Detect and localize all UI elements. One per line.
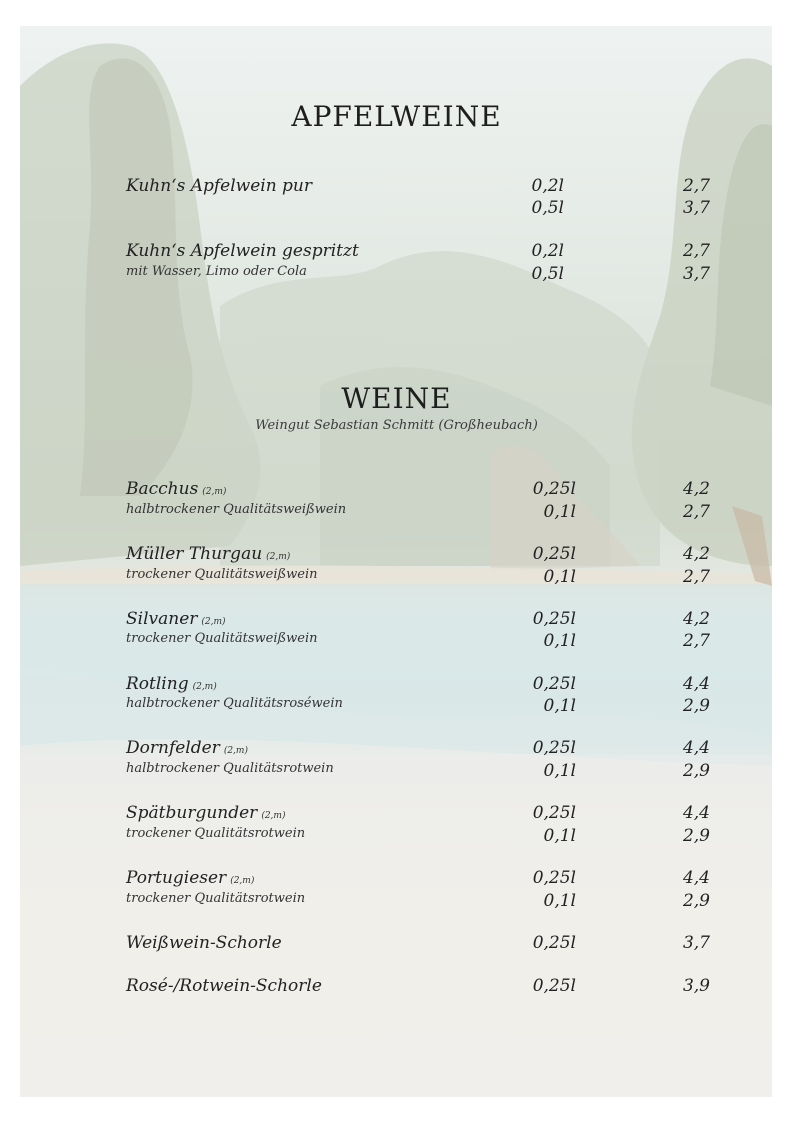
item-description: halbtrockener Qualitätsroséwein <box>126 696 343 711</box>
menu-item-row <box>126 241 716 265</box>
menu-item-row <box>126 544 716 568</box>
item-price: 4,2 <box>682 609 710 629</box>
item-description: halbtrockener Qualitätsrotwein <box>126 761 334 776</box>
item-name <box>126 674 217 694</box>
item-name <box>126 479 226 499</box>
item-name <box>126 738 248 758</box>
item-tag: (2,m) <box>223 746 248 756</box>
menu-item-row <box>126 696 716 720</box>
item-tag: (2,m) <box>266 552 291 562</box>
item-volume: 0,1l <box>543 761 576 781</box>
item-volume: 0,5l <box>531 264 564 284</box>
menu-item-row <box>126 198 716 222</box>
item-description: trockener Qualitätsweißwein <box>126 567 318 582</box>
item-description: trockener Qualitätsweißwein <box>126 631 318 646</box>
menu-item-row <box>126 631 716 655</box>
item-price: 2,7 <box>682 241 710 261</box>
item-volume: 0,2l <box>531 176 564 196</box>
item-name-text: Spätburgunder <box>126 803 258 823</box>
item-tag: (2,m) <box>202 487 227 497</box>
item-volume: 0,25l <box>532 738 576 758</box>
item-name-text: Bacchus <box>126 479 199 499</box>
weine-subtitle: Weingut Sebastian Schmitt (Großheubach) <box>255 418 538 433</box>
item-volume: 0,1l <box>543 696 576 716</box>
item-price: 3,9 <box>682 976 710 996</box>
item-price: 4,2 <box>682 479 710 499</box>
item-description: trockener Qualitätsrotwein <box>126 826 306 841</box>
item-tag: (2,m) <box>230 876 255 886</box>
menu-item-row <box>126 567 716 591</box>
item-volume: 0,25l <box>532 976 576 996</box>
item-description: halbtrockener Qualitätsweißwein <box>126 502 347 517</box>
item-name-text: Portugieser <box>126 868 227 888</box>
apfelweine-title: APFELWEINE <box>291 100 502 133</box>
item-price: 4,4 <box>682 803 710 823</box>
item-name <box>126 609 226 629</box>
menu-item-row <box>126 502 716 526</box>
item-price: 4,4 <box>682 674 710 694</box>
item-price: 4,4 <box>682 738 710 758</box>
item-name <box>126 803 285 823</box>
menu-item-row <box>126 933 716 957</box>
item-volume: 0,25l <box>532 933 576 953</box>
item-price: 2,7 <box>682 631 710 651</box>
item-price: 2,7 <box>682 567 710 587</box>
item-name <box>126 544 290 564</box>
item-volume: 0,25l <box>532 868 576 888</box>
item-description: mit Wasser, Limo oder Cola <box>126 264 307 279</box>
item-price: 2,9 <box>682 891 710 911</box>
item-name: Kuhn‘s Apfelwein pur <box>126 176 313 196</box>
item-volume: 0,25l <box>532 803 576 823</box>
menu-item-row <box>126 761 716 785</box>
item-price: 2,7 <box>682 502 710 522</box>
item-volume: 0,1l <box>543 567 576 587</box>
item-name-text: Dornfelder <box>126 738 220 758</box>
item-description: trockener Qualitätsrotwein <box>126 891 306 906</box>
item-volume: 0,25l <box>532 609 576 629</box>
menu-item-row <box>126 976 716 1000</box>
item-price: 2,7 <box>682 176 710 196</box>
item-volume: 0,5l <box>531 198 564 218</box>
item-volume: 0,25l <box>532 544 576 564</box>
item-price: 2,9 <box>682 826 710 846</box>
item-volume: 0,25l <box>532 479 576 499</box>
menu-item-row <box>126 891 716 915</box>
item-tag: (2,m) <box>192 682 217 692</box>
item-tag: (2,m) <box>201 617 226 627</box>
weine-title: WEINE <box>341 382 452 415</box>
item-name: Weißwein-Schorle <box>126 933 282 953</box>
item-name-text: Silvaner <box>126 609 198 629</box>
item-name-text: Rotling <box>126 674 189 694</box>
item-volume: 0,2l <box>531 241 564 261</box>
item-price: 2,9 <box>682 696 710 716</box>
item-volume: 0,1l <box>543 826 576 846</box>
menu-item-row <box>126 826 716 850</box>
item-volume: 0,1l <box>543 891 576 911</box>
item-price: 3,7 <box>682 198 710 218</box>
item-name <box>126 868 254 888</box>
item-name-text: Müller Thurgau <box>126 544 263 564</box>
menu-item-row <box>126 738 716 762</box>
item-volume: 0,25l <box>532 674 576 694</box>
item-price: 4,2 <box>682 544 710 564</box>
menu-item-row <box>126 479 716 503</box>
item-name: Kuhn‘s Apfelwein gespritzt <box>126 241 359 261</box>
item-volume: 0,1l <box>543 502 576 522</box>
item-price: 3,7 <box>682 933 710 953</box>
menu-item-row <box>126 803 716 827</box>
menu-item-row <box>126 176 716 200</box>
item-price: 2,9 <box>682 761 710 781</box>
menu-item-row <box>126 609 716 633</box>
menu-item-row <box>126 674 716 698</box>
item-tag: (2,m) <box>261 811 286 821</box>
menu-item-row <box>126 264 716 288</box>
menu-item-row <box>126 868 716 892</box>
item-price: 4,4 <box>682 868 710 888</box>
item-name: Rosé-/Rotwein-Schorle <box>126 976 322 996</box>
item-volume: 0,1l <box>543 631 576 651</box>
item-price: 3,7 <box>682 264 710 284</box>
